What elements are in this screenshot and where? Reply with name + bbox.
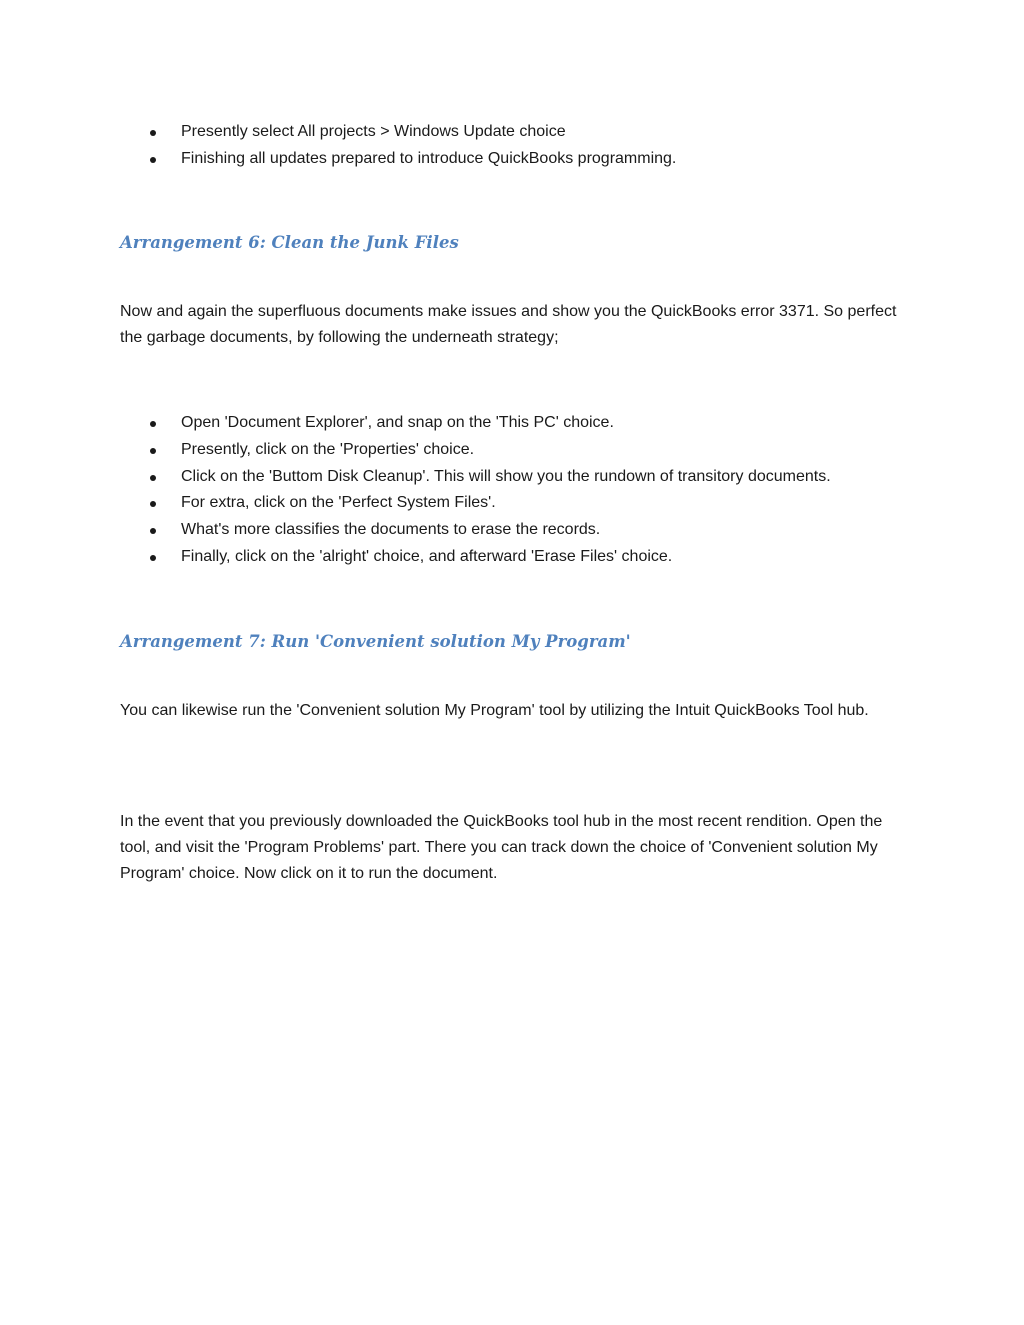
section-7-heading: Arrangement 7: Run 'Convenient solution My Program' <box>120 632 631 651</box>
list-item-text: For extra, click on the 'Perfect System Files'. <box>181 494 496 512</box>
bullet-icon <box>150 555 156 561</box>
list-item-text: Presently, click on the 'Properties' choice. <box>181 440 475 458</box>
section-7-paragraph-2: In the event that you previously downloaded the QuickBooks tool hub in the most recent rendition. Open the tool, and visit the 'Program Problems' part. There you can track down the choice of 'Convenient solution My Program' choice. Now click on it to run the document. <box>120 813 883 882</box>
bullet-icon <box>150 130 156 136</box>
list-item-text: Open 'Document Explorer', and snap on the 'This PC' choice. <box>181 414 614 431</box>
bullet-icon <box>150 421 156 427</box>
list-item-text: Click on the 'Buttom Disk Cleanup'. This will show you the rundown of transitory documents. <box>181 467 831 485</box>
list-item-text: What's more classifies the documents to erase the records. <box>181 521 601 539</box>
list-item-text: Presently select All projects > Windows Update choice <box>181 123 566 140</box>
bullet-icon <box>150 448 156 454</box>
bullet-icon <box>150 528 156 534</box>
bullet-icon <box>150 475 156 481</box>
bullet-icon <box>150 501 156 507</box>
list-item-text: Finishing all updates prepared to introduce QuickBooks programming. <box>181 149 677 167</box>
section-6-heading: Arrangement 6: Clean the Junk Files <box>120 233 459 252</box>
list-item-text: Finally, click on the 'alright' choice, and afterward 'Erase Files' choice. <box>181 547 673 565</box>
section-7-paragraph-1: You can likewise run the 'Convenient solution My Program' tool by utilizing the Intuit QuickBooks Tool hub. <box>120 702 869 719</box>
section-6-intro-paragraph: Now and again the superfluous documents make issues and show you the QuickBooks error 3371. So perfect the garbage documents, by following the underneath strategy; <box>120 303 897 346</box>
bullet-icon <box>150 157 156 163</box>
